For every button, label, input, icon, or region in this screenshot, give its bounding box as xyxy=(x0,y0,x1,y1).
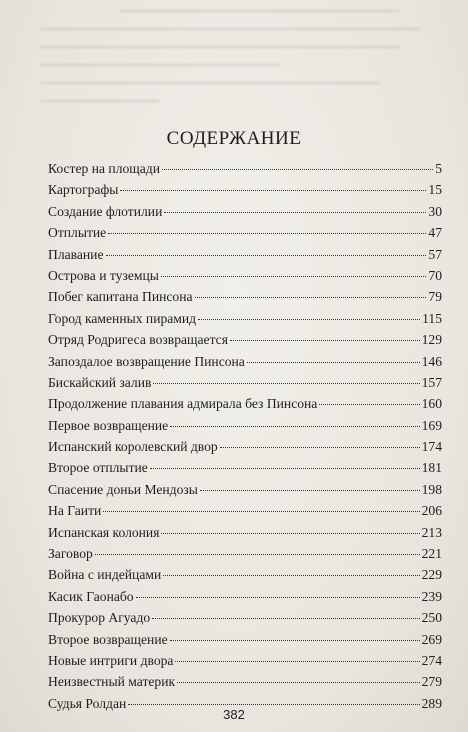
dot-leader xyxy=(170,640,420,641)
dot-leader xyxy=(220,447,420,448)
toc-entry-title: Прокурор Агуадо xyxy=(48,610,151,626)
toc-entry xyxy=(48,650,442,671)
dot-leader xyxy=(164,212,426,213)
toc-entry xyxy=(48,286,442,307)
toc-entry xyxy=(48,244,442,265)
toc-entry-page: 174 xyxy=(421,439,442,455)
dot-leader xyxy=(195,297,427,298)
toc-entry-page: 274 xyxy=(421,652,442,668)
dot-leader xyxy=(162,169,433,170)
dot-leader xyxy=(153,383,419,384)
toc-entry-title: Судья Ролдан xyxy=(48,695,127,711)
dot-leader xyxy=(163,575,419,576)
dot-leader xyxy=(170,426,419,427)
toc-entry-title: Бискайский залив xyxy=(48,374,152,390)
toc-entry-title: Испанский королевский двор xyxy=(48,439,218,455)
dot-leader xyxy=(230,340,420,341)
dot-leader xyxy=(136,597,420,598)
toc-entry xyxy=(48,372,442,393)
dot-leader xyxy=(198,319,420,320)
toc-entry-title: На Гаити xyxy=(48,503,102,519)
toc-entry-title: Испанская колония xyxy=(48,524,160,540)
toc-entry-title: Отплытие xyxy=(48,225,107,241)
toc-entry xyxy=(48,457,442,478)
toc-entry-page: 269 xyxy=(421,631,442,647)
toc-entry-title: Острова и туземцы xyxy=(48,267,159,283)
toc-entry-title: Запоздалое возвращение Пинсона xyxy=(48,353,245,369)
dot-leader xyxy=(152,618,419,619)
toc-entry-page: 146 xyxy=(421,353,442,369)
toc-entry-title: Новые интриги двора xyxy=(48,652,174,668)
toc-entry-title: Второе отплытие xyxy=(48,460,148,476)
toc-entry xyxy=(48,586,442,607)
toc-entry xyxy=(48,564,442,585)
toc-entry-title: Отряд Родригеса возвращается xyxy=(48,332,228,348)
toc-entry-page: 213 xyxy=(421,524,442,540)
dot-leader xyxy=(161,276,427,277)
toc-entry-title: Касик Гаонабо xyxy=(48,588,134,604)
toc-entry xyxy=(48,351,442,372)
toc-entry xyxy=(48,522,442,543)
toc-entry-title: Картографы xyxy=(48,182,119,198)
toc-entry-title: Побег капитана Пинсона xyxy=(48,289,193,305)
toc-entry xyxy=(48,479,442,500)
toc-entry-title: Создание флотилии xyxy=(48,203,163,219)
dot-leader xyxy=(128,704,419,705)
dot-leader xyxy=(200,490,420,491)
toc-entry-title: Неизвестный материк xyxy=(48,674,176,690)
toc-entry-title: Спасение доньи Мендозы xyxy=(48,481,198,497)
toc-entry-page: 198 xyxy=(421,481,442,497)
toc-entry xyxy=(48,543,442,564)
dot-leader xyxy=(150,468,420,469)
toc-entry-page: 57 xyxy=(428,246,442,262)
dot-leader xyxy=(108,233,426,234)
dot-leader xyxy=(319,404,419,405)
dot-leader xyxy=(95,554,420,555)
toc-entry-page: 5 xyxy=(435,161,442,176)
page-number: 382 xyxy=(223,707,245,722)
toc-entry xyxy=(48,222,442,243)
table-of-contents xyxy=(48,158,442,714)
toc-entry-page: 160 xyxy=(421,396,442,412)
toc-entry-page: 279 xyxy=(421,674,442,690)
toc-entry-page: 229 xyxy=(421,567,442,583)
toc-entry xyxy=(48,158,442,179)
dot-leader xyxy=(161,533,419,534)
dot-leader xyxy=(177,682,420,683)
toc-entry-page: 47 xyxy=(428,225,442,241)
toc-entry xyxy=(48,179,442,200)
toc-entry xyxy=(48,308,442,329)
toc-entry xyxy=(48,500,442,521)
toc-entry xyxy=(48,415,442,436)
toc-entry xyxy=(48,629,442,650)
toc-entry-title: Костер на площади xyxy=(48,161,160,176)
toc-entry-title: Город каменных пирамид xyxy=(48,310,197,326)
toc-entry-page: 289 xyxy=(421,695,442,711)
toc-entry-page: 30 xyxy=(428,203,442,219)
toc-entry xyxy=(48,329,442,350)
toc-entry-page: 157 xyxy=(421,374,442,390)
toc-entry-title: Война с индейцами xyxy=(48,567,162,583)
toc-entry-page: 250 xyxy=(421,610,442,626)
toc-entry-page: 115 xyxy=(422,310,442,326)
toc-entry xyxy=(48,436,442,457)
toc-entry-page: 70 xyxy=(428,267,442,283)
toc-entry-page: 15 xyxy=(428,182,442,198)
dot-leader xyxy=(120,190,426,191)
dot-leader xyxy=(103,511,419,512)
toc-entry-title: Продолжение плавания адмирала без Пинсона xyxy=(48,396,318,412)
dot-leader xyxy=(175,661,419,662)
toc-entry xyxy=(48,265,442,286)
toc-entry xyxy=(48,393,442,414)
dot-leader xyxy=(247,362,420,363)
dot-leader xyxy=(106,255,427,256)
toc-entry-page: 79 xyxy=(428,289,442,305)
toc-entry-page: 206 xyxy=(421,503,442,519)
toc-entry-page: 221 xyxy=(421,546,442,562)
toc-entry-page: 181 xyxy=(421,460,442,476)
toc-entry-title: Первое возвращение xyxy=(48,417,169,433)
toc-entry-title: Плавание xyxy=(48,246,104,262)
page-title: СОДЕРЖАНИЕ xyxy=(166,128,302,149)
toc-entry-title: Заговор xyxy=(48,546,93,562)
toc-entry-title: Второе возвращение xyxy=(48,631,168,647)
toc-entry-page: 129 xyxy=(421,332,442,348)
bleed-through-texture xyxy=(40,10,440,125)
toc-entry xyxy=(48,607,442,628)
toc-entry-page: 239 xyxy=(421,588,442,604)
toc-entry xyxy=(48,671,442,692)
toc-entry-page: 169 xyxy=(421,417,442,433)
toc-entry xyxy=(48,201,442,222)
